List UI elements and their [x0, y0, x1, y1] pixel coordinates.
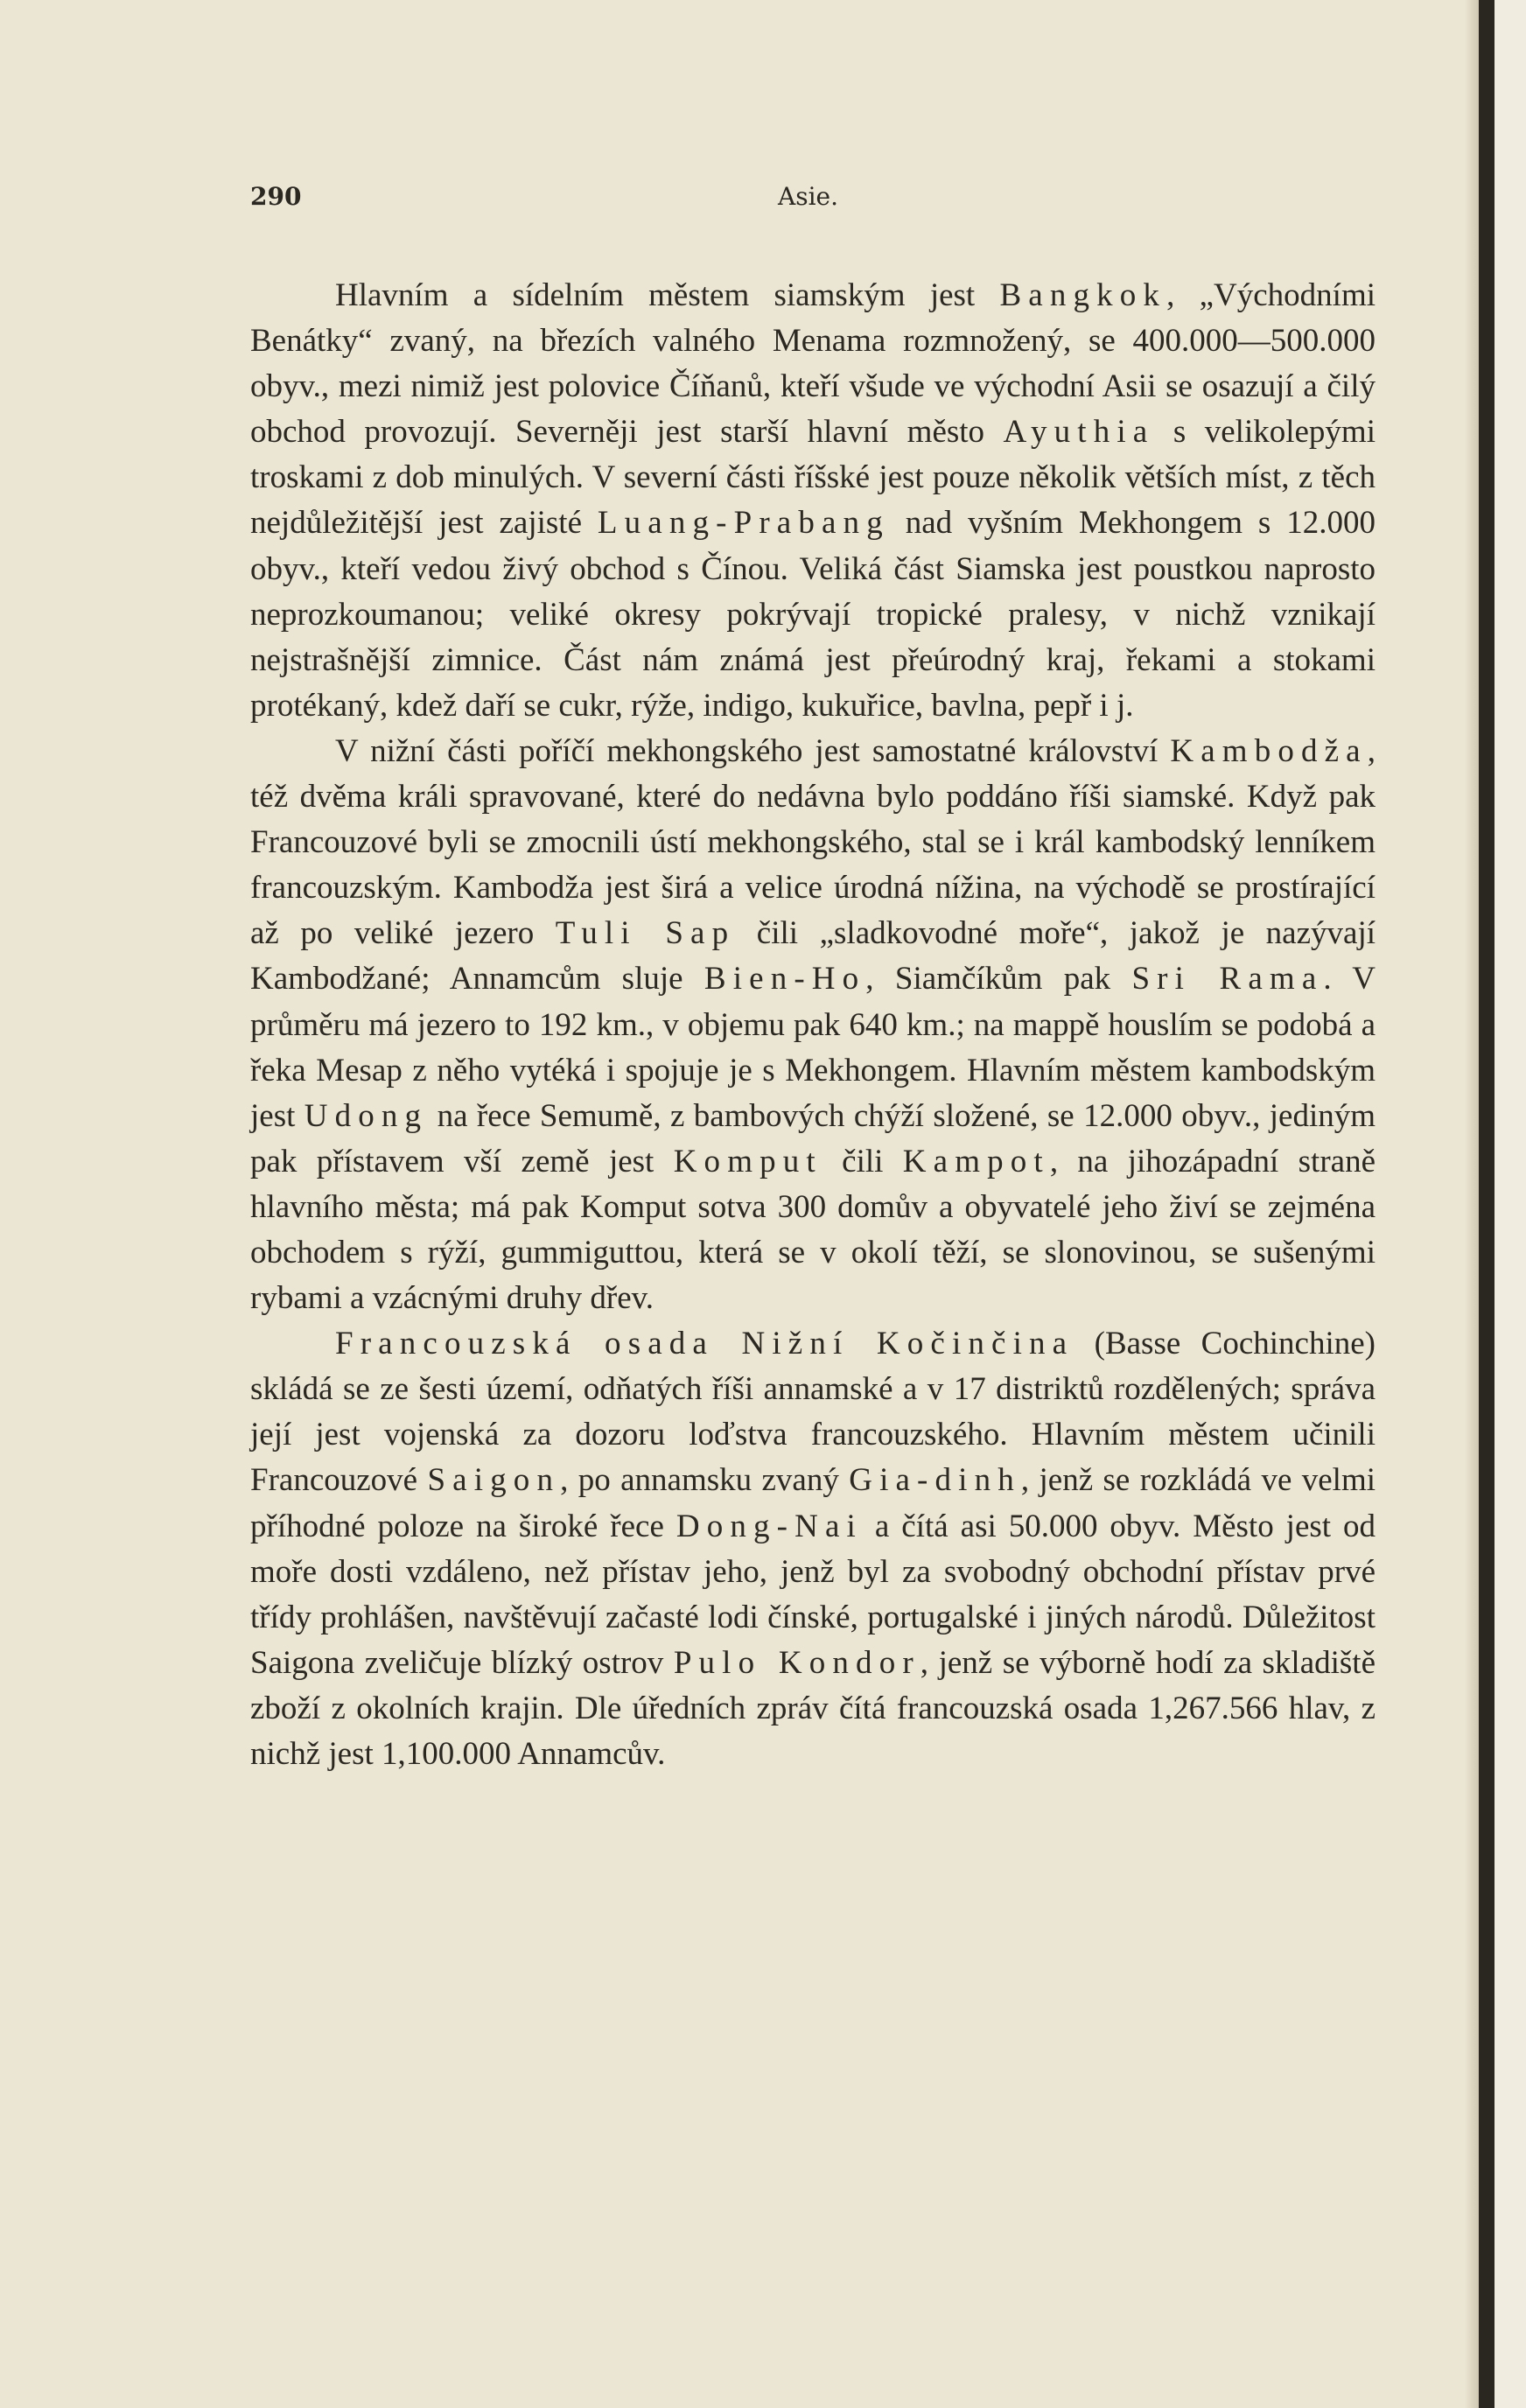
place-name: Pulo Kondor	[673, 1644, 920, 1681]
text-run: , na jihozápadní straně hlavního města; má pak Komput sotva 300 domův a obyvatelé jeho živí se zejména obchodem s rýží, gummiguttou, která se v okolí těží, se slonovinou, se sušenými rybami a vzácnými druhy dřev.	[250, 1143, 1376, 1317]
place-name: Ayuthia	[1003, 414, 1155, 451]
text-run: , Siamčíkům pak	[865, 961, 1132, 998]
page-shadow	[1465, 0, 1479, 2408]
place-name: Francouzská osada Nižní Kočinčina	[335, 1326, 1074, 1362]
page-header	[250, 182, 1376, 220]
running-head: Asie.	[778, 182, 839, 211]
place-name: Gia-dinh	[849, 1462, 1021, 1499]
body-text	[250, 273, 1376, 1777]
place-name: Bien-Ho	[704, 961, 866, 998]
place-name: Kampot	[902, 1143, 1050, 1180]
text-run: , „Východními Benátky“ zvaný, na březích valného Menama rozmnožený, se 400.000—500.000 obyv., mezi nimiž jest polovice Číňanů, kteří všude ve východní Asii se osazují a čilý obchod provozují. Severněji jest starší hlavní město	[250, 277, 1376, 451]
page-number: 290	[250, 182, 302, 211]
paragraph-kambodza	[250, 729, 1376, 1321]
place-name: Sri Rama	[1131, 961, 1324, 998]
text-run: , jenž se výborně hodí za skladiště zboží z okolních krajin. Dle úředních zpráv čítá francouzská osada 1,267.566 hlav, z nichž jest 1,100.000 Annamcův.	[250, 1644, 1376, 1772]
place-name: Bangkok	[999, 277, 1167, 313]
text-run: (Basse Cochinchine) skládá se ze šesti území, odňatých říši annamské a v 17 distriktů rozdělených; správa její jest vojenská za dozoru loďstva francouzského. Hlavním městem učinili Francouzové	[250, 1326, 1376, 1499]
paragraph-siam	[250, 273, 1376, 729]
place-name: Saigon	[427, 1462, 561, 1499]
place-name: Udong	[304, 1097, 429, 1134]
text-run: čili „sladkovodné moře“, jakož je nazývají Kambodžané; Annamcům sluje	[250, 915, 1376, 998]
text-run: Hlavním a sídelním městem siamským jest	[335, 277, 1000, 313]
place-name: Tuli Sap	[555, 915, 736, 952]
paragraph-kocincina	[250, 1321, 1376, 1777]
place-name: Luang-Prabang	[597, 505, 890, 542]
text-run: , po annamsku zvaný	[560, 1462, 850, 1499]
text-run: a čítá asi 50.000 obyv. Město jest od moře dosti vzdáleno, než přístav jeho, jenž byl za svobodný obchodní přístav prvé třídy prohlášen, navštěvují začasté lodi čínské, portugalské i jiných národů. Důležitost Saigona zveličuje blízký ostrov	[250, 1508, 1376, 1681]
text-run: V nižní části poříčí mekhongského jest samostatné království	[335, 732, 1171, 769]
place-name: Komput	[673, 1143, 822, 1180]
scan-margin	[1494, 0, 1526, 2408]
text-run: , též dvěma králi spravované, které do nedávna bylo poddáno říši siamské. Když pak Francouzové byli se zmocnili ústí mekhongského, stal se i král kambodský lenníkem francouzským. Kambodža jest širá a velice úrodná nížina, na východě se prostírající až po veliké jezero	[250, 732, 1376, 952]
place-name: Dong-Nai	[676, 1508, 863, 1544]
text-run: čili	[822, 1143, 903, 1180]
text-run: na řece Semumě, z bambových chýží složené, se 12.000 obyv., jediným pak přístavem vší země jest	[250, 1097, 1376, 1180]
book-binding-edge	[1479, 0, 1494, 2408]
text-run: , jenž se rozkládá ve velmi příhodné poloze na široké řece	[250, 1462, 1376, 1544]
text-run: nad vyšním Mekhongem s 12.000 obyv., kteří vedou živý obchod s Čínou. Veliká část Siamska jest poustkou naprosto neprozkoumanou; veliké okresy pokrývají tropické pralesy, v nichž vznikají nejstrašnější zimnice. Část nám známá jest přeúrodný kraj, řekami a stokami protékaný, kdež daří se cukr, rýže, indigo, kukuřice, bavlna, pepř i j.	[250, 505, 1376, 724]
place-name: Kambodža	[1170, 732, 1368, 769]
text-run: s velikolepými troskami z dob minulých. V severní části říšské jest pouze několik větších míst, z těch nejdůležitější jest zajisté	[250, 414, 1376, 542]
text-run: . V průměru má jezero to 192 km., v objemu pak 640 km.; na mappě houslím se podobá a řeka Mesap z něho vytéká i spojuje je s Mekhongem. Hlavním městem kambodským jest	[250, 961, 1376, 1134]
